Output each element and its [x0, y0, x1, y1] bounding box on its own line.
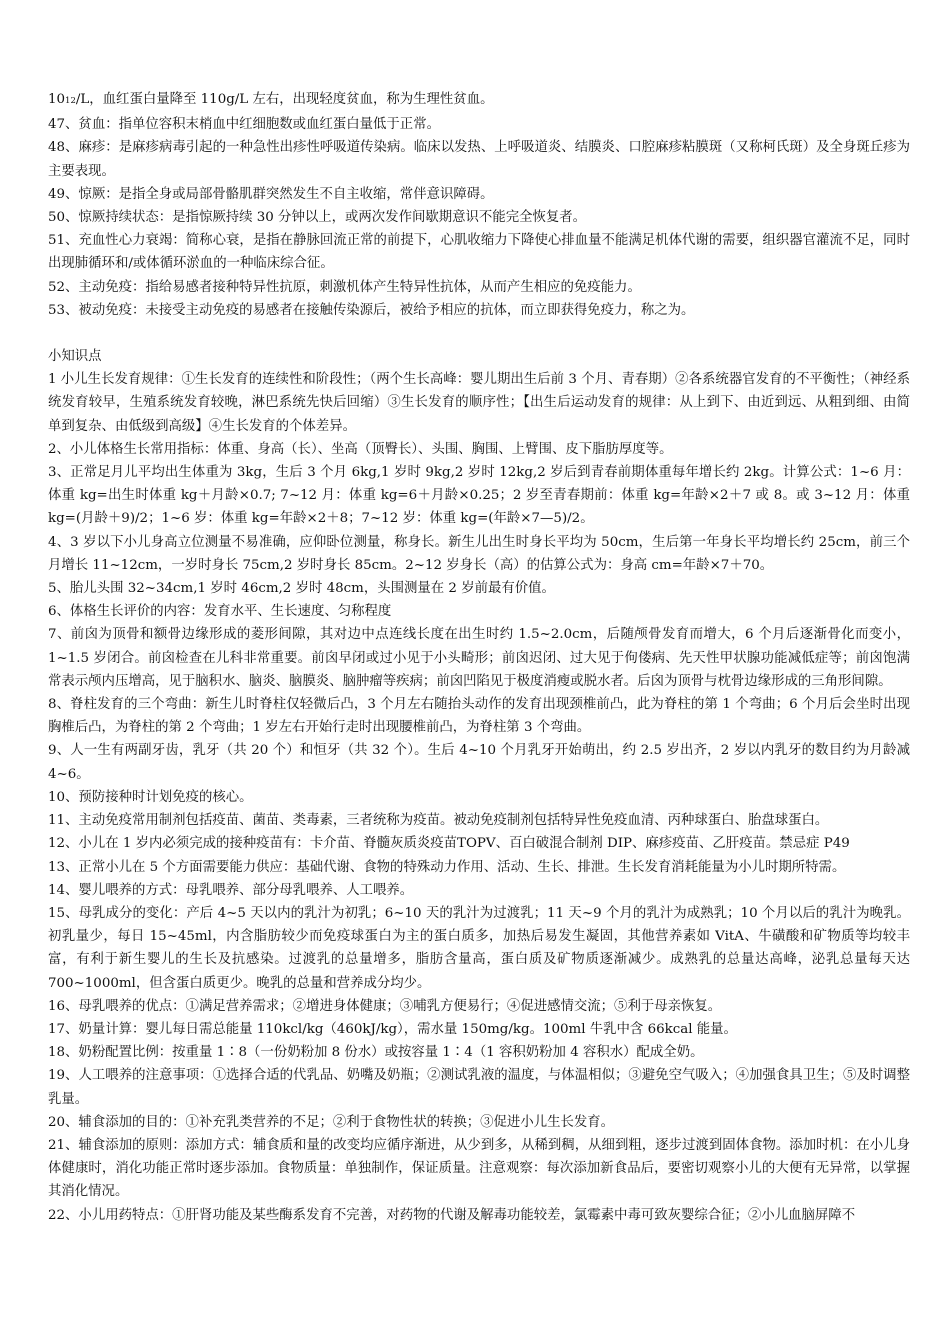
first-text: /L，血红蛋白量降至 110g/L 左右，出现轻度贫血，称为生理性贫血。 — [75, 92, 494, 107]
section-title: 小知识点 — [48, 349, 102, 365]
knowledge-points-list — [48, 368, 910, 1227]
knowledge-point-item: 14、婴儿喂养的方式：母乳喂养、部分母乳喂养、人工喂养。 — [48, 882, 414, 898]
definitions-list — [48, 113, 910, 322]
knowledge-point-item: 6、体格生长评价的内容：发育水平、生长速度、匀称程度 — [48, 604, 392, 620]
knowledge-point-item: 12、小儿在 1 岁内必须完成的接种疫苗有：卡介苗、脊髓灰质炎疫苗TOPV、百白破混合制剂 DIP、麻疹疫苗、乙肝疫苗。禁忌症 P49 — [48, 836, 850, 852]
definition-item: 51、充血性心力衰竭：简称心衰，是指在静脉回流正常的前提下，心肌收缩力下降使心排血量不能满足机体代谢的需要，组织器官灌流不足，同时出现肺循环和/或体循环淤血的一种临床综合征。 — [48, 233, 910, 272]
knowledge-point-item: 7、前囟为顶骨和额骨边缘形成的菱形间隙，其对边中点连线长度在出生时约 1.5~2.0cm，后随颅骨发育而增大，6 个月后逐渐骨化而变小，1~1.5 岁闭合。前囟检查在儿科非常重要。前囟早闭或过小见于小头畸形；前囟迟闭、过大见于佝偻病、先天性甲状腺功能减低症等；前囟饱满常表示颅内压增高，见于脑积水、脑炎、脑膜炎、脑肿瘤等疾病；前囟凹陷见于极度消瘦或脱水者。后囟为顶骨与枕骨边缘形成的三角形间隙。 — [48, 627, 910, 689]
knowledge-point-item: 16、母乳喂养的优点：①满足营养需求；②增进身体健康；③哺乳方便易行；④促进感情交流；⑤利于母亲恢复。 — [48, 998, 722, 1014]
knowledge-point-item: 17、奶量计算：婴儿每日需总能量 110kcl/kg（460kJ/kg），需水量 150mg/kg。100ml 牛乳中含 66kcal 能量。 — [48, 1021, 737, 1037]
definition-item: 48、麻疹：是麻疹病毒引起的一种急性出疹性呼吸道传染病。临床以发热、上呼吸道炎、结膜炎、口腔麻疹粘膜斑（又称柯氏斑）及全身斑丘疹为主要表现。 — [48, 140, 910, 179]
definition-item: 50、惊厥持续状态：是指惊厥持续 30 分钟以上，或两次发作间歇期意识不能完全恢复者。 — [48, 210, 587, 226]
document-body — [48, 88, 910, 1227]
definition-item: 47、贫血：指单位容积末梢血中红细胞数或血红蛋白量低于正常。 — [48, 117, 440, 133]
definition-item: 53、被动免疫：未接受主动免疫的易感者在接触传染源后，被给予相应的抗体，而立即获得免疫力，称之为。 — [48, 302, 695, 318]
knowledge-point-item: 22、小儿用药特点：①肝肾功能及某些酶系发育不完善，对药物的代谢及解毒功能较差，氯霉素中毒可致灰婴综合征；②小儿血脑屏障不 — [48, 1207, 856, 1223]
knowledge-point-item: 15、母乳成分的变化：产后 4~5 天以内的乳汁为初乳；6~10 天的乳汁为过渡乳；11 天~9 个月的乳汁为成熟乳；10 个月以后的乳汁为晚乳。初乳量少，每日 15~45ml，内含脂肪较少而免疫球蛋白为主的蛋白质多，加热后易发生凝固，其他营养素如 VitA、牛磺酸和矿物质等均较丰富，有利于新生婴儿的生长及抗感染。过渡乳的总量增多，脂肪含量高，蛋白质及矿物质逐渐减少。成熟乳的总量达高峰，泌乳总量每天达 700~1000ml，但含蛋白质更少。晚乳的总量和营养成分均少。 — [48, 905, 910, 991]
knowledge-point-item: 5、胎儿头围 32~34cm,1 岁时 46cm,2 岁时 48cm，头围测量在 2 岁前最有价值。 — [48, 581, 555, 597]
section-gap — [48, 322, 910, 345]
paragraph-first — [48, 88, 910, 113]
first-subscript: 12 — [65, 96, 76, 106]
knowledge-point-item: 18、奶粉配置比例：按重量 1∶8（一份奶粉加 8 份水）或按容量 1∶4（1 容积奶粉加 4 容积水）配成全奶。 — [48, 1045, 704, 1061]
knowledge-point-item: 9、人一生有两副牙齿，乳牙（共 20 个）和恒牙（共 32 个）。生后 4~10 个月乳牙开始萌出，约 2.5 岁出齐，2 岁以内乳牙的数目约为月龄减 4~6。 — [48, 743, 910, 782]
knowledge-point-item: 13、正常小儿在 5 个方面需要能力供应：基础代谢、食物的特殊动力作用、活动、生长、排泄。生长发育消耗能量为小儿时期所特需。 — [48, 859, 846, 875]
knowledge-point-item: 2、小儿体格生长常用指标：体重、身高（长）、坐高（顶臀长）、头围、胸围、上臂围、皮下脂肪厚度等。 — [48, 441, 673, 457]
knowledge-point-item: 4、3 岁以下小儿身高立位测量不易准确，应仰卧位测量，称身长。新生儿出生时身长平均为 50cm，生后第一年身长平均增长约 25cm，前三个月增长 11~12cm，一岁时身长 75cm,2 岁时身长 85cm。2~12 岁身长（高）的估算公式为：身高 cm=年龄×7＋70。 — [48, 534, 910, 573]
knowledge-point-item: 11、主动免疫常用制剂包括疫苗、菌苗、类毒素，三者统称为疫苗。被动免疫制剂包括特异性免疫血清、丙种球蛋白、胎盘球蛋白。 — [48, 813, 829, 829]
knowledge-point-item: 8、脊柱发育的三个弯曲：新生儿时脊柱仅轻微后凸，3 个月左右随抬头动作的发育出现颈椎前凸，此为脊柱的第 1 个弯曲；6 个月后会坐时出现胸椎后凸，为脊柱的第 2 个弯曲；1 岁左右开始行走时出现腰椎前凸，为脊柱第 3 个弯曲。 — [48, 697, 910, 736]
knowledge-point-item: 3、正常足月儿平均出生体重为 3kg，生后 3 个月 6kg,1 岁时 9kg,2 岁时 12kg,2 岁后到青春前期体重每年增长约 2kg。计算公式：1~6 月：体重 kg=出生时体重 kg＋月龄×0.7; 7~12 月：体重 kg=6＋月龄×0.25；2 岁至青春期前：体重 kg=年龄×2＋7 或 8。或 3~12 月：体重 kg=(月龄＋9)/2；1~6 岁：体重 kg=年龄×2＋8；7~12 岁：体重 kg=(年龄×7—5)/2。 — [48, 465, 910, 527]
first-number: 10 — [48, 92, 66, 107]
knowledge-point-item: 19、人工喂养的注意事项：①选择合适的代乳品、奶嘴及奶瓶；②测试乳液的温度，与体温相似；③避免空气吸入；④加强食具卫生；⑤及时调整乳量。 — [48, 1068, 910, 1107]
definition-item: 49、惊厥：是指全身或局部骨骼肌群突然发生不自主收缩，常伴意识障碍。 — [48, 186, 494, 202]
definition-item: 52、主动免疫：指给易感者接种特异性抗原，刺激机体产生特异性抗体，从而产生相应的免疫能力。 — [48, 279, 641, 295]
knowledge-point-item: 10、预防接种时计划免疫的核心。 — [48, 789, 253, 805]
knowledge-point-item: 20、辅食添加的目的：①补充乳类营养的不足；②利于食物性状的转换；③促进小儿生长发育。 — [48, 1114, 615, 1130]
knowledge-point-item: 21、辅食添加的原则：添加方式：辅食质和量的改变均应循序渐进，从少到多，从稀到稠，从细到粗，逐步过渡到固体食物。添加时机：在小儿身体健康时，消化功能正常时逐步添加。食物质量：单独制作，保证质量。注意观察：每次添加新食品后，要密切观察小儿的大便有无异常，以掌握其消化情况。 — [48, 1137, 910, 1200]
knowledge-point-item: 1 小儿生长发育规律：①生长发育的连续性和阶段性；（两个生长高峰：婴儿期出生后前 3 个月、青春期）②各系统器官发育的不平衡性；（神经系统发育较早，生殖系统发育较晚，淋巴系统先快后回缩）③生长发育的顺序性；【出生后运动发育的规律：从上到下、由近到远、从粗到细、由简单到复杂、由低级到高级】④生长发育的个体差异。 — [48, 372, 910, 434]
